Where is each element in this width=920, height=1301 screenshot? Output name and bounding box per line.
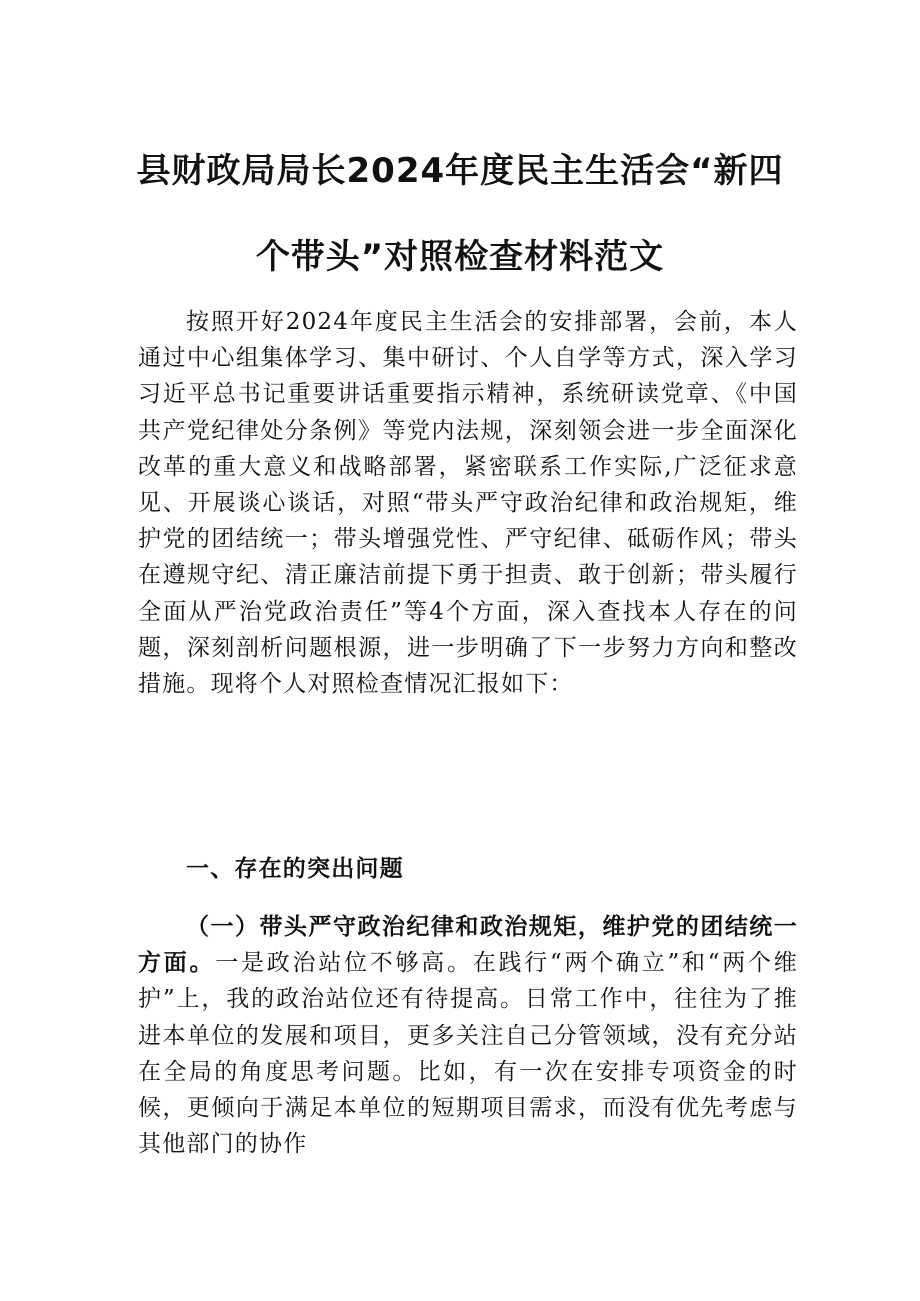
section-heading: 一、存在的突出问题 (186, 855, 404, 882)
intro-paragraph: 按照开好2024年度民主生活会的安排部署，会前，本人通过中心组集体学习、集中研讨、个人自学等方式，深入学习习近平总书记重要讲话重要指示精神，系统研读党章、《中国共产党纪律处分条例》等党内法规，深刻领会进一步全面深化改革的重大意义和战略部署，紧密联系工作实际,广泛征求意见、开展谈心谈话，对照“带头严守政治纪律和政治规矩，维护党的团结统一；带头增强党性、严守纪律、砥砺作风；带头在遵规守纪、清正廉洁前提下勇于担责、敢于创新；带头履行全面从严治党政治责任”等4个方面，深入查找本人存在的问题，深刻剖析问题根源，进一步明确了下一步努力方向和整改措施。现将个人对照检查情况汇报如下： (138, 309, 798, 698)
section-1-text: 一是政治站位不够高。在践行“两个确立”和“两个维护”上，我的政治站位还有待提高。日常工作中，往往为了推进本单位的发展和项目，更多关注自己分管领域，没有充分站在全局的角度思考问题。比如，有一次在安排专项资金的时候，更倾向于满足本单位的短期项目需求，而没有优先考虑与其他部门的协作 (138, 950, 799, 1158)
document-title-line-2: 个带头”对照检查材料范文 (255, 237, 665, 277)
section-1-paragraph (138, 909, 798, 1162)
section-1-lead: （一）带头严守政治纪律和政治规矩，维护党的团结统一方面。 (138, 913, 798, 977)
document-title-line-1: 县财政局局长2024年度民主生活会“新四 (136, 151, 784, 191)
